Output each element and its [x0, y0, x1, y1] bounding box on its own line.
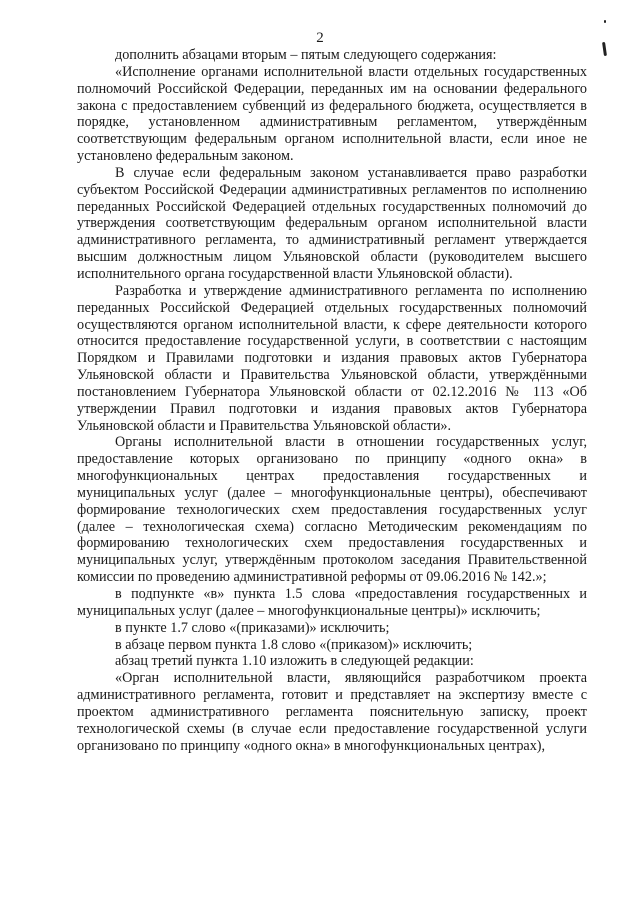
paragraph-development-approval: Разработка и утверждение административного регламента по исполнению переданных Российской Федерацией отдельных государственных полномочий осуществляются органом исполнительной власти, к сфере деятельности которого относится предоставление государственной услуги, в соответствии с настоящим Порядком и Правилами подготовки и издания правовых актов Губернатора Ульяновской области и Правительства Ульяновской области, утверждёнными постановлением Губернатора Ульяновской области от 02.12.2016 № 113 «Об утверждении Правил подготовки и издания правовых актов Губернатора Ульяновской области и Правительства Ульяновской области». — [77, 282, 587, 434]
document-body — [77, 47, 587, 754]
paragraph-amendment-1-7: в пункте 1.7 слово «(приказами)» исключить; — [115, 619, 390, 636]
page-number: 2 — [316, 30, 324, 46]
margin-ink-mark — [604, 20, 606, 23]
paragraph-intro: дополнить абзацами вторым – пятым следующего содержания: — [115, 47, 497, 63]
paragraph-amendment-1-10: абзац третий пункта 1.10 изложить в следующей редакции: — [115, 653, 474, 670]
paragraph-execution-of-powers: «Исполнение органами исполнительной власти отдельных государственных полномочий Российской Федерации, переданных им на основании федерального закона с предоставлением субвенций из федерального бюджета, осуществляется в порядке, установленном административным регламентом, утверждённым соответствующим федеральным органом исполнительной власти, если иное не установлено федеральным законом. — [77, 63, 587, 165]
paragraph-amendment-1-8: в абзаце первом пункта 1.8 слово «(приказом)» исключить; — [115, 636, 473, 653]
paragraph-regional-development-right: В случае если федеральным законом устанавливается право разработки субъектом Российской Федерации административных регламентов по исполнению переданных Российской Федерацией отдельных государственных полномочий до утверждения соответствующим федеральным органом исполнительной власти административного регламента, то административный регламент утверждается высшим должностным лицом Ульяновской области (руководителем высшего исполнительного органа государственной власти Ульяновской области). — [77, 164, 587, 282]
paragraph-amendment-1-5: в подпункте «в» пункта 1.5 слова «предоставления государственных и муниципальных услуг (далее – многофункциональные центры)» исключить; — [77, 586, 587, 619]
paragraph-one-window-services: Органы исполнительной власти в отношении государственных услуг, предоставление которых организовано по принципу «одного окна» в многофункциональных центрах предоставления государственных и муниципальных услуг (далее – многофункциональные центры), обеспечивают формирование технологических схем предоставления государственных услуг (далее – технологическая схема) согласно Методическим рекомендациям по формированию технологических схем предоставления государственных и муниципальных услуг, утверждённым протоколом заседания Правительственной комиссии по проведению административной реформы от 09.06.2016 № 142.»; — [77, 434, 587, 586]
paragraph-new-wording: «Орган исполнительной власти, являющийся разработчиком проекта административного регламента, готовит и представляет на экспертизу вместе с проектом административного регламента пояснительную записку, проект технологической схемы (в случае если предоставление государственной услуги организовано по принципу «одного окна» в многофункциональных центрах), — [77, 670, 587, 754]
